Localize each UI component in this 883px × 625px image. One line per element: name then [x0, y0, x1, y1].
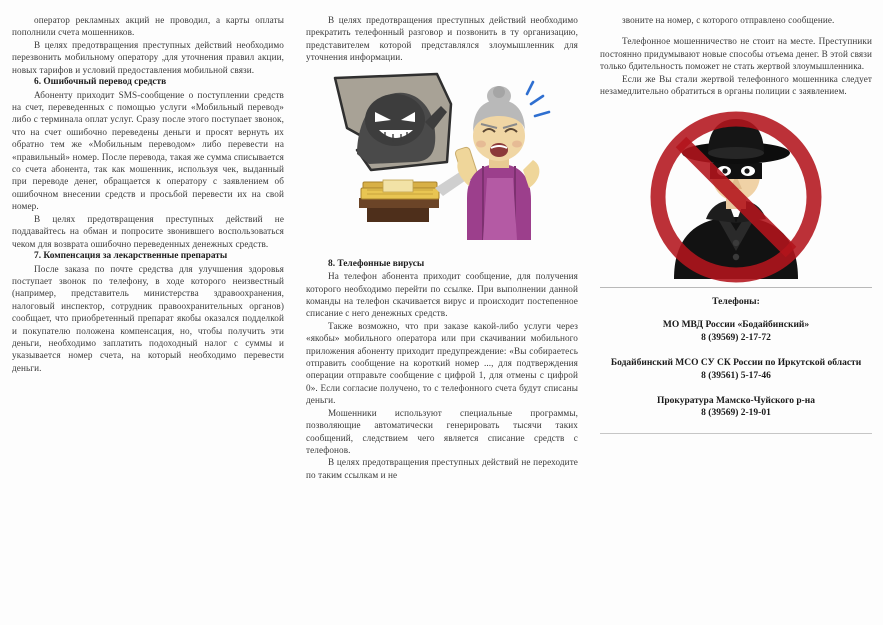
paragraph: оператор рекламных акций не проводил, а карты оплаты пополнили счета мошенников. — [12, 15, 284, 38]
elderly-woman-phone-scam-illustration — [306, 70, 578, 248]
section-heading-8: 8. Телефонные вирусы — [328, 258, 425, 269]
divider — [600, 433, 872, 434]
contacts-title: Телефоны: — [712, 296, 760, 308]
contact-entry — [600, 319, 872, 344]
paragraph: В целях предотвращения преступных действий не переходите по таким ссылкам и не — [306, 457, 578, 480]
spacer — [600, 26, 872, 35]
no-thief-prohibition-sign — [600, 111, 872, 283]
contacts-block — [600, 287, 872, 433]
column-middle — [306, 14, 578, 619]
paragraph: Если же Вы стали жертвой телефонного мошенника следует незамедлительно обратиться в органы полиции с заявлением. — [600, 73, 872, 97]
paragraph: Абоненту приходит SMS-сообщение о поступлении средств на счет, переведенных с помощью услуги «Мобильный перевод» либо с терминала оплат услуг. Сразу после этого поступает звонок, что на счет ошибочно переведены деньги и просят вернуть их обратно тем же «Мобильным переводом» либо перевести на «правильный» номер. После перевода, такая же сумма списывается со счета абонента, так как мошенник, используя чек, выданный при переводе денег, обращается к оператору с заявлением об ошибочном внесении средств и просьбой перевести их на свой номер. — [12, 89, 284, 212]
shock-marks-icon — [527, 82, 549, 116]
contact-entry — [600, 357, 872, 382]
section-heading-7: 7. Компенсация за лекарственные препараты — [34, 250, 228, 261]
contact-phone: 8 (39561) 5-17-46 — [701, 370, 771, 381]
paragraph: В целях предотвращения преступных действий не поддавайтесь на обман и попросите звонившего воспользоваться чеком для возврата ошибочно переведенных денежных средств. — [12, 213, 284, 249]
paragraph: В целях предотвращения преступных действий необходимо прекратить телефонный разговор и позвонить в ту организацию, представителем которой представлялся злоумышленник для уточнения информации. — [306, 15, 578, 63]
paragraph: Также возможно, что при заказе какой-либо услуги через «якобы» мобильного оператора или при скачивании мобильного приложения абоненту приходит предупреждение: «Вы собираетесь отправить сообщение на короткий номер ..., для подтверждения операции отправьте сообщение с цифрой 1, для отмены с цифрой 0». Если согласие получено, то с телефонного счета будут списаны деньги. — [306, 320, 578, 406]
paragraph: На телефон абонента приходит сообщение, для получения которого необходимо перейти по ссылке. При выполнении данной команды на телефон скачивается вирус и происходит постепенное списание с него денежных средств. — [306, 271, 578, 319]
contact-phone: 8 (39569) 2-17-72 — [701, 332, 771, 343]
contact-phone: 8 (39569) 2-19-01 — [701, 408, 771, 419]
divider — [600, 287, 872, 288]
paragraph: звоните на номер, с которого отправлено сообщение. — [622, 15, 835, 25]
paragraph: Телефонное мошенничество не стоит на месте. Преступники постоянно придумывают новые способы отъема денег. В этой связи только бдительность поможет не стать жертвой злоумышленника. — [600, 36, 872, 72]
contact-name: Бодайбинский МСО СУ СК России по Иркутской области — [610, 358, 862, 369]
paragraph: В целях предотвращения преступных действий необходимо перезвонить мобильному оператору ,для уточнения правил акции, новых тарифов и условий предоставления мобильной связи. — [12, 39, 284, 75]
column-right — [600, 14, 872, 619]
contact-entry — [600, 395, 872, 420]
contact-name: МО МВД России «Бодайбинский» — [662, 320, 810, 331]
elderly-woman-figure — [457, 86, 539, 240]
contact-name: Прокуратура Мамско-Чуйского р-на — [656, 396, 816, 407]
paragraph: Мошенники используют специальные программы, позволяющие автоматически генерировать тысячи таких сообщений, следствием чего является списание средств с телефонов. — [306, 407, 578, 455]
section-heading-6: 6. Ошибочный перевод средств — [34, 77, 167, 88]
column-left — [12, 14, 284, 619]
paragraph: После заказа по почте средства для улучшения здоровья поступает звонок по телефону, в ходе которого неизвестный (например, представитель министерства здравоохранения, налоговый инспектор, сотрудник правоохранительных органов) сообщает, что приобретенный препарат якобы оказался подделкой и покупателю положена компенсация, но, чтобы получить эти деньги, необходимо заплатить подоходный налог с суммы и указывается номер счета, на который необходимо перевести деньги. — [12, 263, 284, 373]
money-stack-illustration — [359, 180, 439, 222]
